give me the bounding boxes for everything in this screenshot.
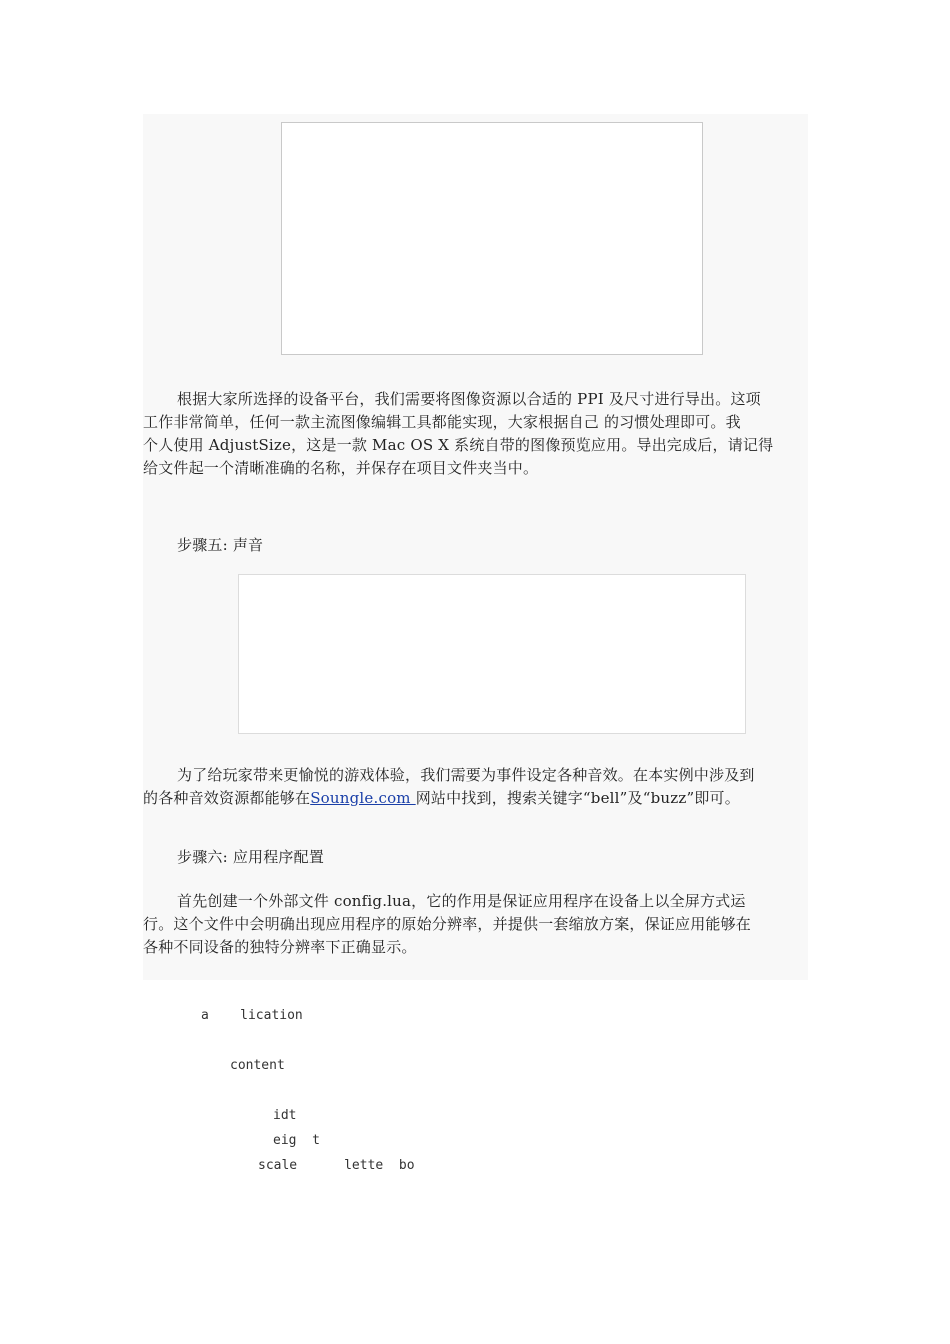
code-line: scale lette bo xyxy=(258,1158,415,1173)
paragraph-line: 首先创建一个外部文件 config.lua，它的作用是保证应用程序在设备上以全屏方式运 xyxy=(177,892,746,910)
paragraph-line: 行。这个文件中会明确出现应用程序的原始分辨率，并提供一套缩放方案，保证应用能够在 xyxy=(143,915,752,933)
image-placeholder-1 xyxy=(281,122,703,355)
soungle-link[interactable]: Soungle.com xyxy=(310,789,416,807)
paragraph-export-images xyxy=(143,388,808,480)
step6-title: 步骤六: 应用程序配置 xyxy=(177,848,325,866)
article-panel xyxy=(143,114,808,980)
step6-heading xyxy=(143,846,808,869)
code-line: eig t xyxy=(273,1133,320,1148)
text-before-link: 的各种音效资源都能够在 xyxy=(143,789,311,807)
code-line: content xyxy=(230,1058,285,1073)
paragraph-line xyxy=(143,787,808,810)
paragraph-line: 各种不同设备的独特分辨率下正确显示。 xyxy=(143,938,417,956)
paragraph-line: 个人使用 AdjustSize，这是一款 Mac OS X 系统自带的图像预览应用。导出完成后，请记得 xyxy=(143,436,774,454)
paragraph-line: 为了给玩家带来更愉悦的游戏体验，我们需要为事件设定各种音效。在本实例中涉及到 xyxy=(177,766,755,784)
paragraph-line: 工作非常简单，任何一款主流图像编辑工具都能实现，大家根据自己 的习惯处理即可。我 xyxy=(143,413,741,431)
code-line: idt xyxy=(273,1108,297,1123)
paragraph-line: 给文件起一个清晰准确的名称，并保存在项目文件夹当中。 xyxy=(143,459,539,477)
paragraph-line: 根据大家所选择的设备平台，我们需要将图像资源以合适的 PPI 及尺寸进行导出。这项 xyxy=(177,390,761,408)
step5-title: 步骤五: 声音 xyxy=(177,536,264,554)
text-after-link: 网站中找到，搜索关键字“bell”及“buzz”即可。 xyxy=(415,789,740,807)
step5-heading xyxy=(143,534,808,557)
paragraph-sound xyxy=(143,764,808,810)
paragraph-config xyxy=(143,890,808,959)
code-line: a lication xyxy=(201,1008,303,1023)
image-placeholder-2 xyxy=(238,574,746,734)
